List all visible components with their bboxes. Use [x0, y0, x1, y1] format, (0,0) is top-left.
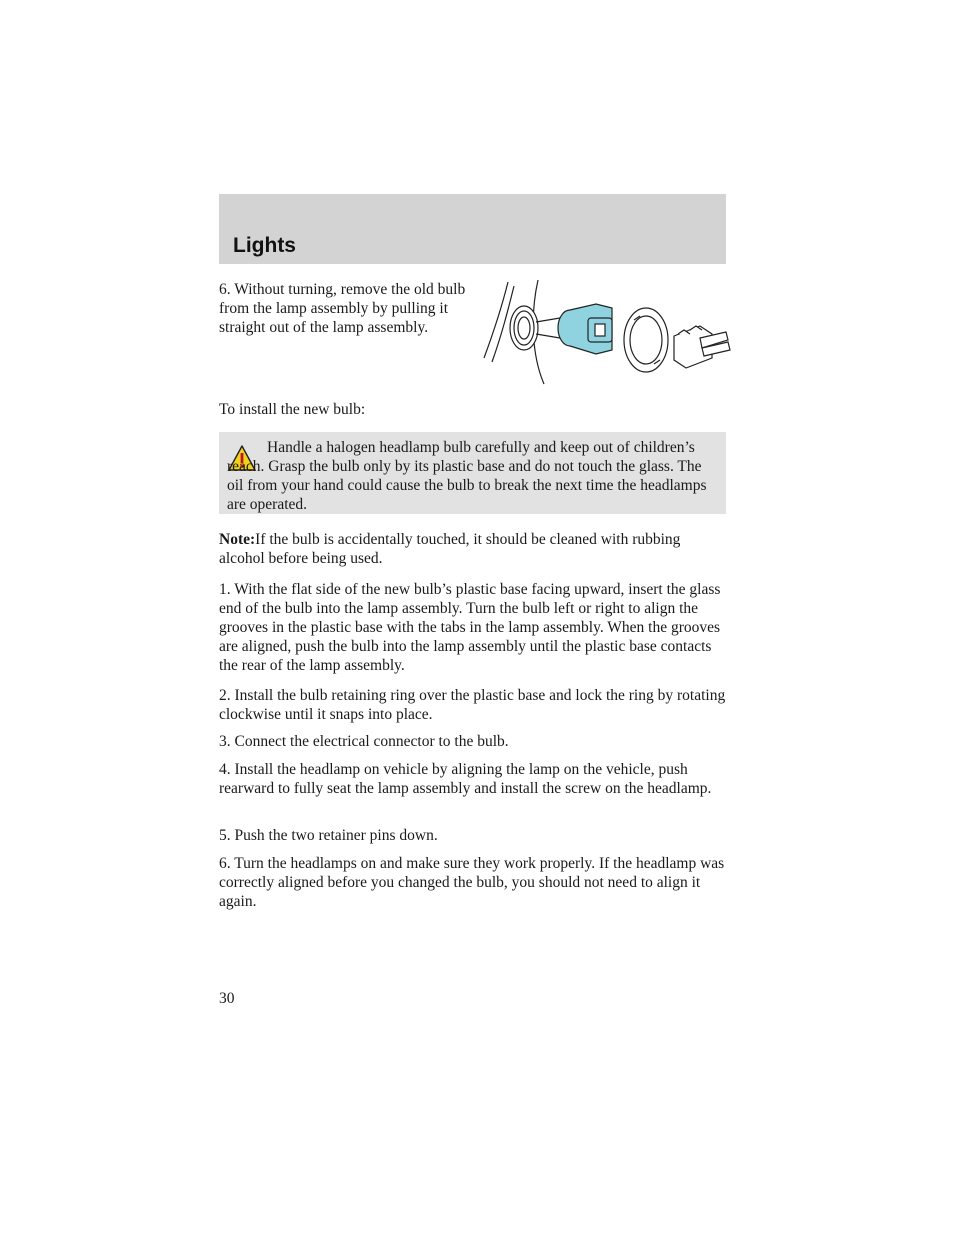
step-test-headlamps: 6. Turn the headlamps on and make sure they work properly. If the headlamp was correctly aligned before you changed the bulb, you should not need to align it again. [219, 855, 725, 910]
note-text: If the bulb is accidentally touched, it should be cleaned with rubbing alcohol before being used. [219, 531, 681, 567]
bulb-removal-illustration [478, 276, 732, 388]
step-connect-connector: 3. Connect the electrical connector to the bulb. [219, 733, 509, 750]
step-push-retainer-pins: 5. Push the two retainer pins down. [219, 827, 438, 844]
step-insert-bulb: 1. With the flat side of the new bulb’s plastic base facing upward, insert the glass end of the bulb into the lamp assembly. Turn the bulb left or right to align the grooves in the plastic base with the tabs in the lamp assembly. When the grooves are aligned, push the bulb into the lamp assembly until the plastic base contacts the rear of the lamp assembly. [219, 581, 721, 674]
note-label: Note: [219, 531, 256, 548]
note [219, 530, 726, 568]
section-header [219, 194, 726, 264]
warning-box [219, 432, 726, 514]
section-title: Lights [233, 234, 296, 257]
warning-text: Handle a halogen headlamp bulb carefully and keep out of children’s reach. Grasp the bulb only by its plastic base and do not touch the glass. The oil from your hand could cause the bulb to break the next time the headlamps are operated. [227, 439, 707, 513]
install-intro: To install the new bulb: [219, 401, 366, 418]
step-remove-old-bulb: 6. Without turning, remove the old bulb from the lamp assembly by pulling it straight out of the lamp assembly. [219, 281, 466, 336]
step-install-retaining-ring: 2. Install the bulb retaining ring over the plastic base and lock the ring by rotating clockwise until it snaps into place. [219, 687, 726, 723]
step-install-headlamp: 4. Install the headlamp on vehicle by aligning the lamp on the vehicle, push rearward to fully seat the lamp assembly and install the screw on the headlamp. [219, 761, 712, 797]
page-number: 30 [219, 990, 235, 1007]
